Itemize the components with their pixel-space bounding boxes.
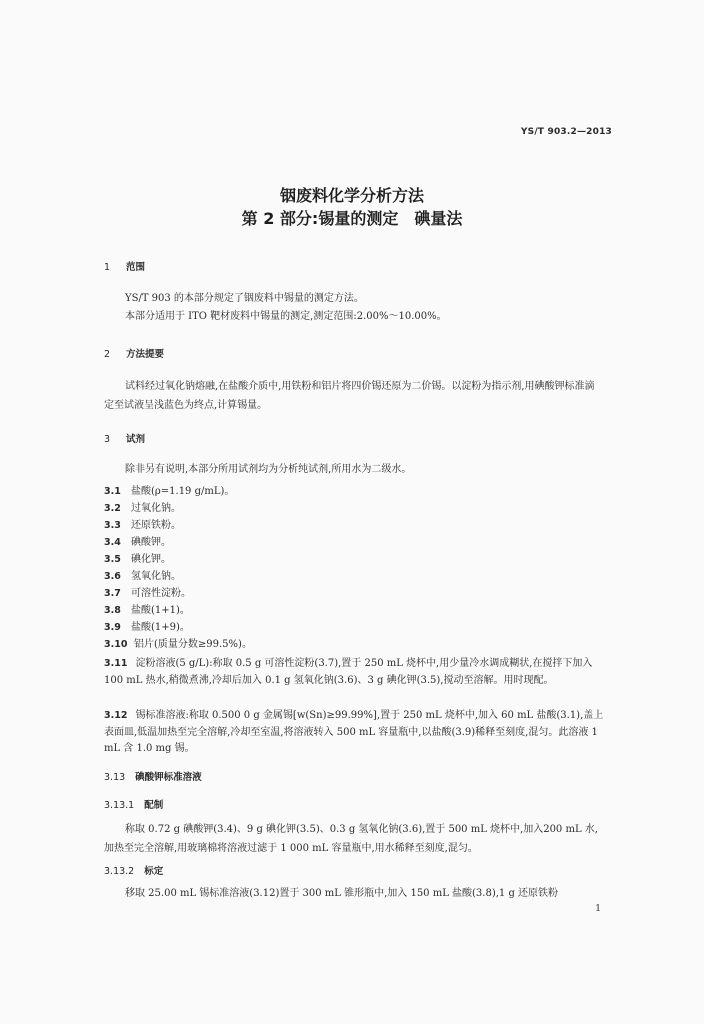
subsection-3-13-1-heading: 3.13.1 配制 (104, 800, 164, 811)
section-number: 1 (104, 262, 111, 273)
reagent-item: 3.5 碘化钾。 (104, 554, 171, 565)
reagent-item: 3.7 可溶性淀粉。 (104, 588, 191, 599)
subsection-3-13-1-text: 称取 0.72 g 碘酸钾(3.4)、9 g 碘化钾(3.5)、0.3 g 氢氧化钠(3.6),置于 500 mL 烧杯中,加入200 mL 水,加热至完全溶解,用玻璃棉将溶液过滤于 1 000 mL 容量瓶中,用水稀释至刻度,混匀。 (104, 824, 598, 854)
subsection-3-13-2-heading: 3.13.2 标定 (104, 866, 164, 877)
section-title: 试剂 (126, 434, 146, 445)
reagent-item-3-12: 3.12 锡标准溶液:称取 0.500 0 g 金属锡[w(Sn)≥99.99%],置于 250 mL 烧杯中,加入 60 mL 盐酸(3.1),盖上表面皿,低温加热至完全溶解,冷却至室温,将溶液转入 500 mL 容量瓶中,以盐酸(3.9)稀释至刻度,混匀。此溶液 1 mL 含 1.0 mg 锡。 (104, 710, 604, 754)
section-number: 3 (104, 434, 111, 445)
document-title-line1: 铟废料化学分析方法 (279, 186, 424, 205)
section-2-text: 试料经过氧化钠熔融,在盐酸介质中,用铁粉和铝片将四价锡还原为二价锡。以淀粉为指示剂,用碘酸钾标准滴定至试液呈浅蓝色为终点,计算锡量。 (104, 381, 595, 411)
section-3-intro: 除非另有说明,本部分所用试剂均为分析纯试剂,所用水为二级水。 (125, 464, 412, 475)
subsection-3-13-heading: 3.13 碘酸钾标准溶液 (104, 772, 202, 783)
standard-code: YS/T 903.2—2013 (520, 127, 612, 137)
document-title-line2: 第 2 部分:锡量的测定 碘量法 (241, 209, 463, 228)
section-title: 方法提要 (126, 349, 165, 360)
reagent-item: 3.10 铝片(质量分数≥99.5%)。 (104, 639, 252, 650)
subsection-3-13-2-text: 移取 25.00 mL 锡标准溶液(3.12)置于 300 mL 锥形瓶中,加入 150 mL 盐酸(3.8),1 g 还原铁粉 (125, 888, 559, 899)
reagent-item: 3.4 碘酸钾。 (104, 537, 171, 548)
reagent-item: 3.3 还原铁粉。 (104, 520, 181, 531)
section-1-para-1: YS/T 903 的本部分规定了铟废料中锡量的测定方法。 (125, 293, 364, 304)
section-1-para-2: 本部分适用于 ITO 靶材废料中锡量的测定,测定范围:2.00%～10.00%。 (125, 311, 447, 322)
reagent-item: 3.1 盐酸(ρ=1.19 g/mL)。 (104, 486, 235, 497)
reagent-item: 3.6 氢氧化钠。 (104, 571, 181, 582)
reagent-item: 3.8 盐酸(1+1)。 (104, 605, 190, 616)
section-1-heading (104, 259, 145, 273)
section-title: 范围 (126, 262, 146, 273)
section-3-heading (104, 431, 145, 445)
section-number: 2 (104, 349, 111, 360)
page-number: 1 (595, 904, 601, 914)
reagent-item-3-11: 3.11 淀粉溶液(5 g/L):称取 0.5 g 可溶性淀粉(3.7),置于 250 mL 烧杯中,用少量冷水调成糊状,在搅拌下加入 100 mL 热水,稍微煮沸,冷却后加入 0.1 g 氢氧化钠(3.6)、3 g 碘化钾(3.5),搅动至溶解。用时现配。 (104, 658, 593, 686)
reagent-item: 3.9 盐酸(1+9)。 (104, 622, 190, 633)
reagent-item: 3.2 过氧化钠。 (104, 503, 181, 514)
section-2-heading (104, 346, 164, 360)
